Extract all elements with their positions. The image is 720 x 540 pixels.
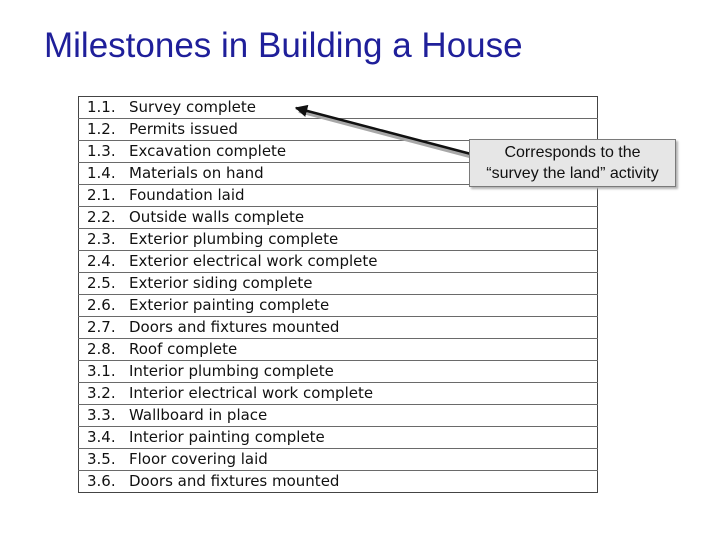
callout-line-1: Corresponds to the <box>504 144 641 161</box>
milestone-label: Roof complete <box>129 339 598 361</box>
milestone-label: Exterior electrical work complete <box>129 251 598 273</box>
milestone-number: 3.3. <box>79 405 130 427</box>
milestone-label: Exterior painting complete <box>129 295 598 317</box>
milestone-number: 3.2. <box>79 383 130 405</box>
milestone-number: 2.3. <box>79 229 130 251</box>
milestone-label: Wallboard in place <box>129 405 598 427</box>
milestone-number: 1.3. <box>79 141 130 163</box>
callout-box <box>469 139 676 187</box>
milestone-label: Exterior plumbing complete <box>129 229 598 251</box>
milestone-number: 2.7. <box>79 317 130 339</box>
slide-title: Milestones in Building a House <box>44 26 523 65</box>
milestone-number: 1.4. <box>79 163 130 185</box>
milestone-number: 3.5. <box>79 449 130 471</box>
milestone-number: 2.8. <box>79 339 130 361</box>
milestone-label: Floor covering laid <box>129 449 598 471</box>
milestone-number: 3.6. <box>79 471 130 493</box>
milestone-label: Excavation complete <box>129 141 598 163</box>
milestone-label: Interior painting complete <box>129 427 598 449</box>
milestone-number: 2.2. <box>79 207 130 229</box>
milestone-label: Permits issued <box>129 119 598 141</box>
milestone-number: 2.5. <box>79 273 130 295</box>
milestone-label: Exterior siding complete <box>129 273 598 295</box>
milestone-label: Foundation laid <box>129 185 598 207</box>
callout-text <box>486 142 659 184</box>
milestone-label: Materials on hand <box>129 163 598 185</box>
milestone-label: Interior electrical work complete <box>129 383 598 405</box>
callout-arrow-shadow <box>299 111 473 157</box>
milestone-label: Doors and fixtures mounted <box>129 317 598 339</box>
milestone-label: Outside walls complete <box>129 207 598 229</box>
milestone-label: Interior plumbing complete <box>129 361 598 383</box>
milestone-label: Survey complete <box>129 98 257 116</box>
milestone-number: 3.1. <box>79 361 130 383</box>
callout-line-2: “survey the land” activity <box>486 165 659 182</box>
milestone-number: 2.6. <box>79 295 130 317</box>
milestone-number: 1.1. <box>87 98 116 116</box>
milestone-number: 3.4. <box>79 427 130 449</box>
milestone-label: Doors and fixtures mounted <box>129 471 598 493</box>
milestone-number: 2.1. <box>79 185 130 207</box>
callout-arrow-line <box>296 108 471 154</box>
milestone-number: 2.4. <box>79 251 130 273</box>
milestone-number: 1.2. <box>79 119 130 141</box>
